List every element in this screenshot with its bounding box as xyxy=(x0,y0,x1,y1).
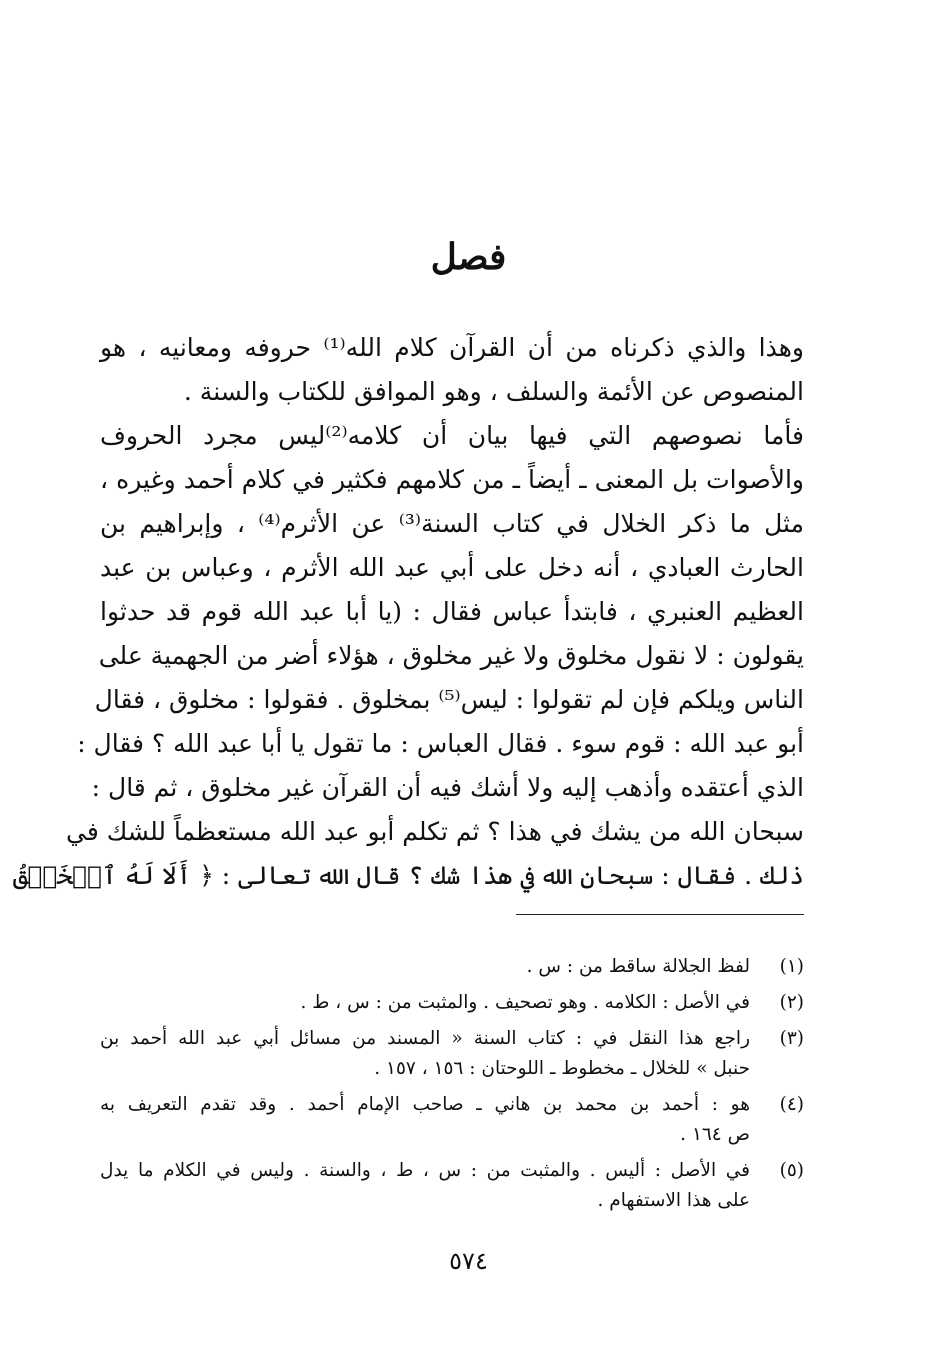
footnote-divider xyxy=(516,914,804,915)
footnote-line: في الأصل : الكلامه . وهو تصحيف . والمثبت من : س ، ط . xyxy=(300,992,750,1013)
footnote xyxy=(100,988,804,1018)
footnote-text xyxy=(100,1090,750,1150)
text-line: وهذا والذي ذكرناه من أن القرآن كلام الله⁽¹⁾ حروفه ومعانيه ، هو xyxy=(100,333,804,362)
footnote-number: (١) xyxy=(779,956,804,977)
text-line: مثل ما ذكر الخلال في كتاب السنة⁽³⁾ عن الأثرم⁽⁴⁾ ، وإبراهيم بن xyxy=(100,509,804,538)
section-heading: فصل xyxy=(430,236,507,278)
footnote-number: (٣) xyxy=(779,1028,804,1049)
footnotes xyxy=(100,952,804,1222)
text-line: الحارث العبادي ، أنه دخل على أبي عبد الله الأثرم ، وعباس بن عبد xyxy=(100,553,804,582)
text-line: أبو عبد الله : قوم سوء . فقال العباس : ما تقول يا أبا عبد الله ؟ فقال : xyxy=(77,729,804,758)
footnote-line: في الأصل : أليس . والمثبت من : س ، ط ، والسنة . وليس في الكلام ما يدل xyxy=(100,1160,750,1181)
text-line: سبحان الله من يشك في هذا ؟ ثم تكلم أبو عبد الله مستعظماً للشك في xyxy=(65,817,804,846)
footnote xyxy=(100,952,804,982)
footnote-number: (٤) xyxy=(779,1094,804,1115)
footnote-line: حنبل » للخلال ـ مخطوط ـ اللوحتان : ١٥٦ ، ١٥٧ . xyxy=(374,1058,750,1079)
footnote-line: ص ١٦٤ . xyxy=(680,1124,750,1145)
footnote-line: راجع هذا النقل في : كتاب السنة « المسند من مسائل أبي عبد الله أحمد بن xyxy=(100,1028,750,1049)
footnote-text xyxy=(100,1156,750,1216)
text-line: فأما نصوصهم التي فيها بيان أن كلامه⁽²⁾ليس مجرد الحروف xyxy=(100,421,804,450)
text-line: الناس ويلكم فإن لم تقولوا : ليس⁽⁵⁾ بمخلوق . فقولوا : مخلوق ، فقال xyxy=(94,685,804,714)
text-line: المنصوص عن الأئمة والسلف ، وهو الموافق للكتاب والسنة . xyxy=(183,377,804,406)
footnote-text xyxy=(100,952,750,982)
footnote xyxy=(100,1090,804,1150)
text-line: العظيم العنبري ، فابتدأ عباس فقال : (يا أبا عبد الله قوم قد حدثوا xyxy=(100,597,804,626)
text-line: الذي أعتقده وأذهب إليه ولا أشك فيه أن القرآن غير مخلوق ، ثم قال : xyxy=(91,773,804,802)
footnote xyxy=(100,1156,804,1216)
footnote-line: على هذا الاستفهام . xyxy=(597,1190,750,1211)
footnote-line: هو : أحمد بن محمد بن هاني ـ صاحب الإمام أحمد . وقد تقدم التعريف به xyxy=(100,1094,750,1115)
text-line: يقولون : لا نقول مخلوق ولا غير مخلوق ، هؤلاء أضر من الجهمية على xyxy=(98,641,804,670)
page-number: ٥٧٤ xyxy=(449,1247,488,1275)
text-line: والأصوات بل المعنى ـ أيضاً ـ من كلامهم فكثير في كلام أحمد وغيره ، xyxy=(100,465,804,494)
text-line: ذلك . فقال : سبحان الله في هذا شك ؟ قال الله تعالى : ﴿ أَلَا لَهُ ٱلۡخَلۡقُ xyxy=(12,861,804,890)
main-text xyxy=(12,326,804,898)
footnote-text xyxy=(100,988,750,1018)
footnote xyxy=(100,1024,804,1084)
footnote-number: (٢) xyxy=(779,992,804,1013)
footnote-line: لفظ الجلالة ساقط من : س . xyxy=(526,956,750,977)
footnote-text xyxy=(100,1024,750,1084)
footnote-number: (٥) xyxy=(779,1160,804,1181)
